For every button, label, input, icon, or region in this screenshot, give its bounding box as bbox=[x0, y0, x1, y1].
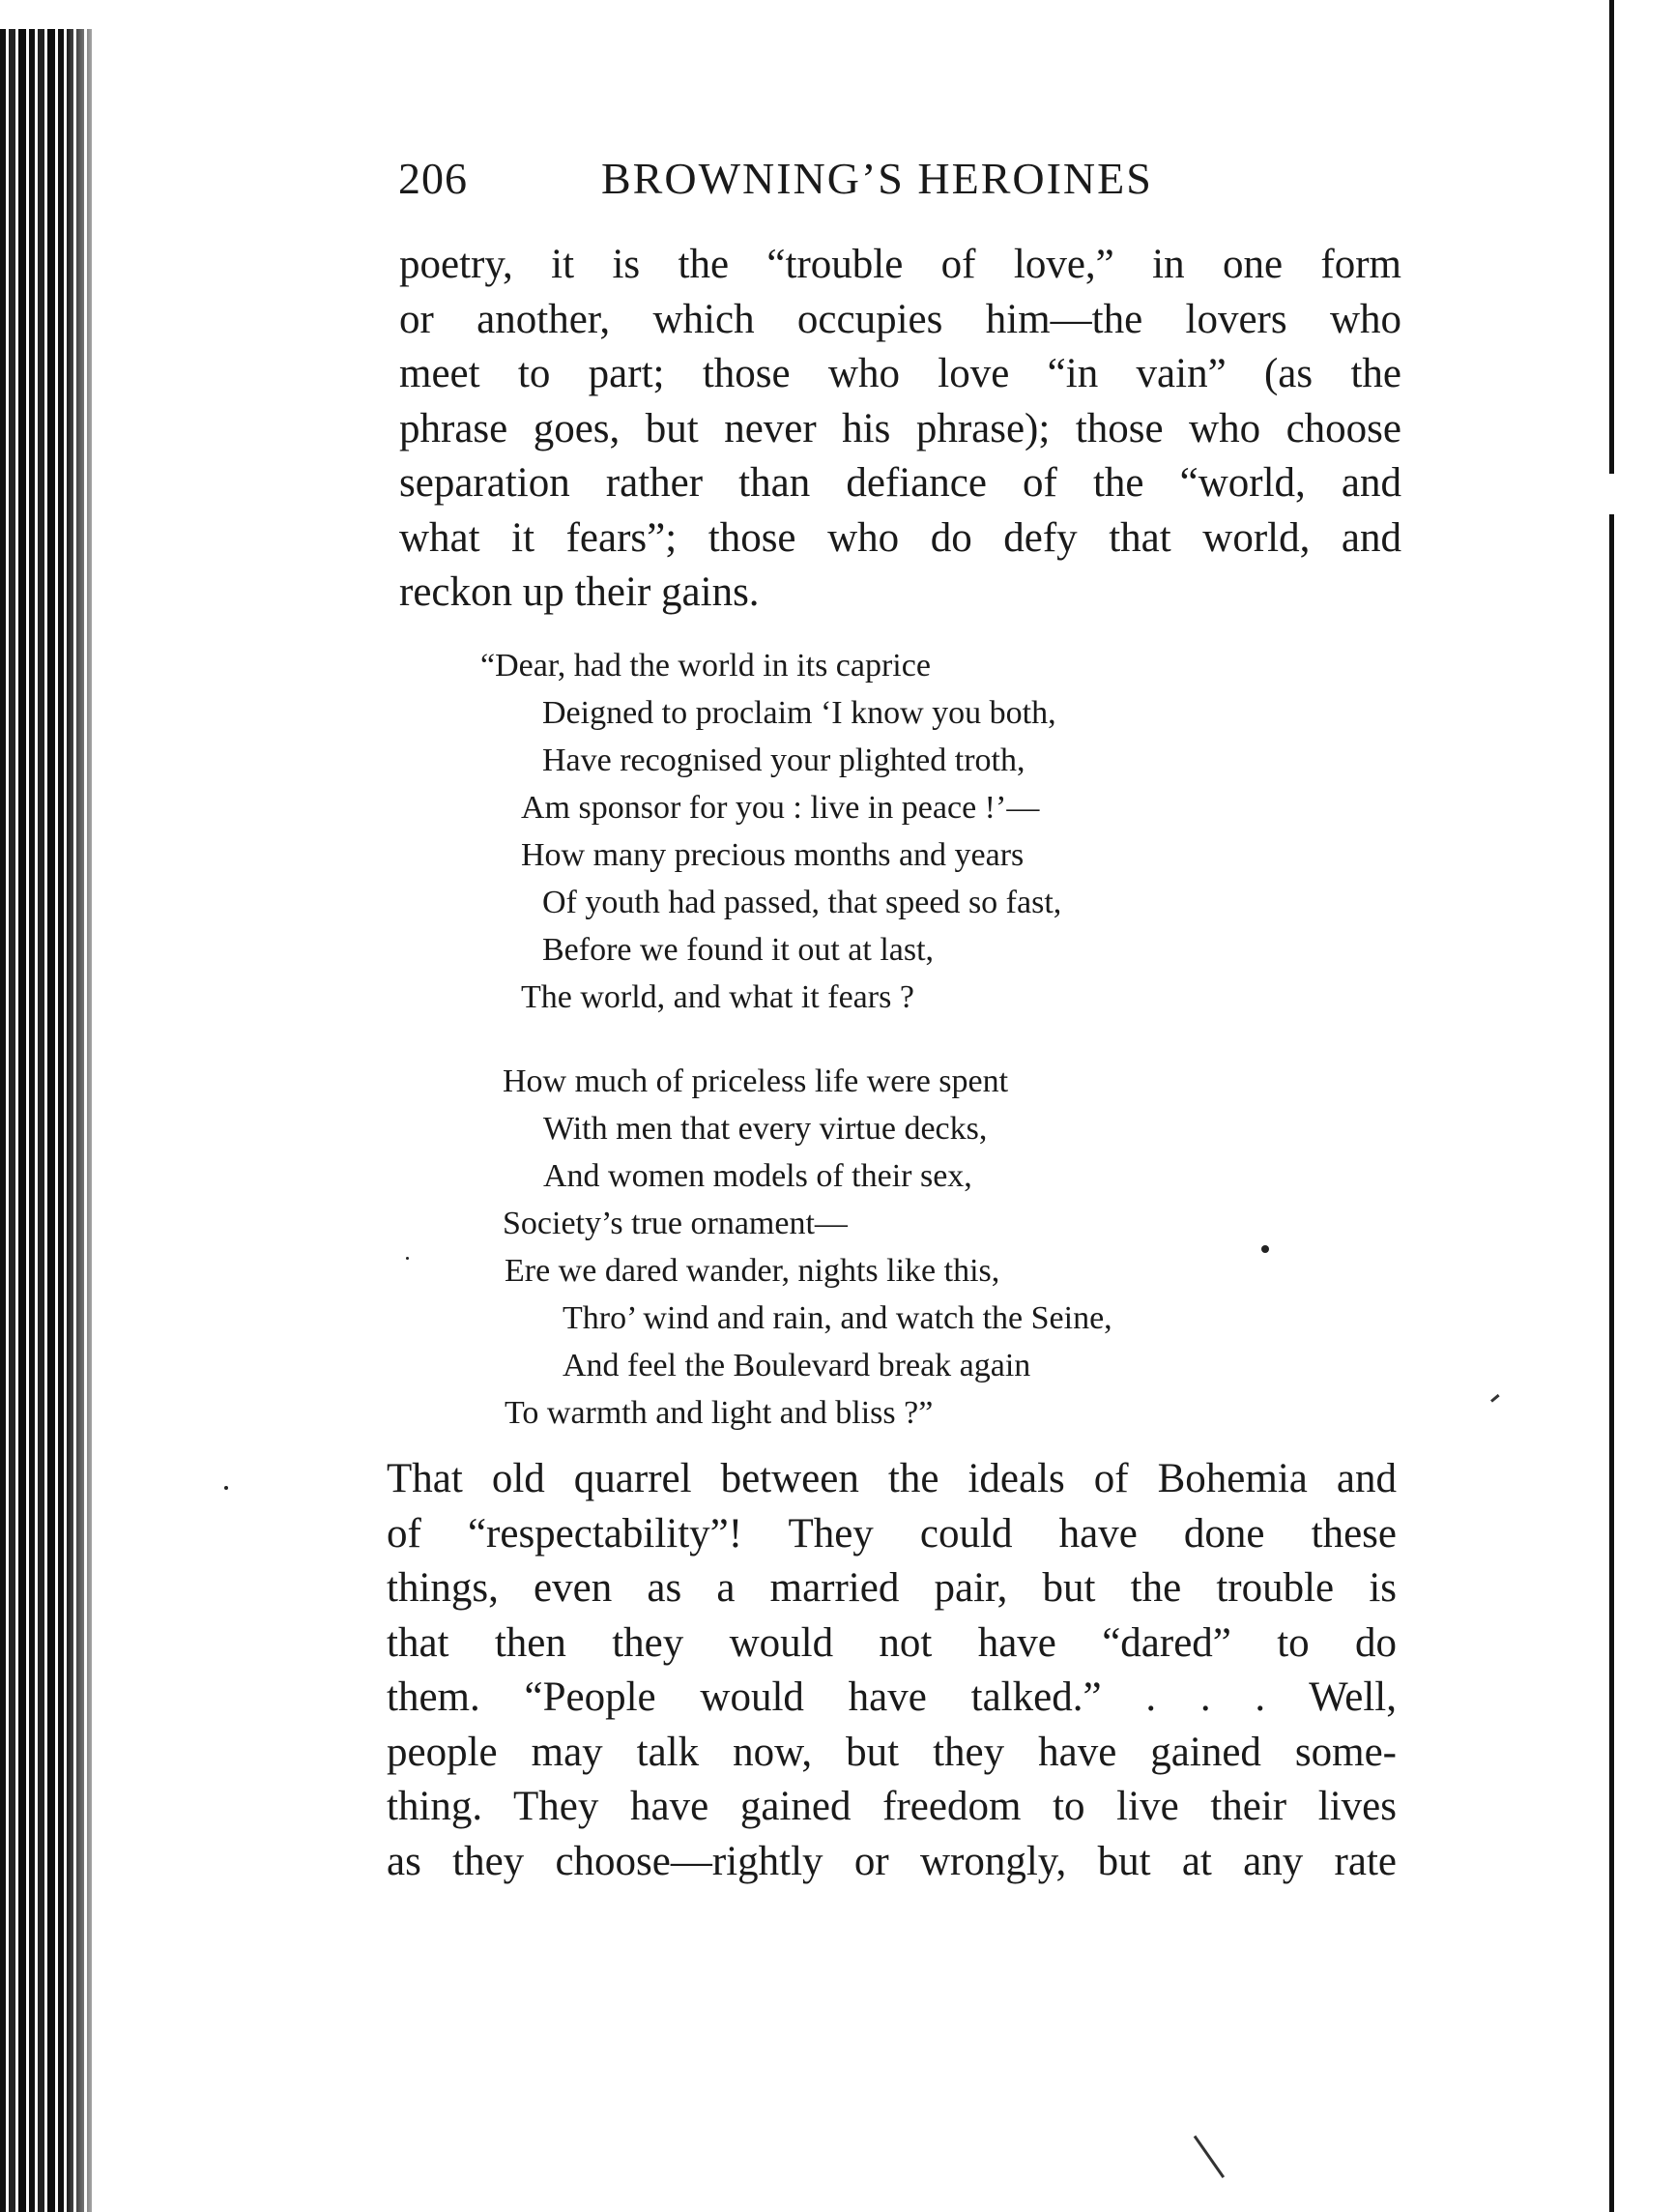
scan-speck bbox=[406, 1257, 409, 1260]
page-number: 206 bbox=[398, 154, 468, 203]
scan-mark bbox=[1194, 2136, 1225, 2178]
verse-line: Thro’ wind and rain, and watch the Seine, bbox=[563, 1300, 1112, 1336]
poem-stanza-1 bbox=[480, 642, 1061, 1021]
verse-line: Of youth had passed, that speed so fast, bbox=[542, 885, 1062, 920]
verse-line: Have recognised your plighted troth, bbox=[542, 742, 1025, 778]
verse-line: How many precious months and years bbox=[521, 837, 1025, 873]
paragraph-line: people may talk now, but they have gained some- bbox=[387, 1729, 1397, 1775]
paragraph-line: reckon up their gains. bbox=[399, 569, 760, 615]
verse-line: With men that every virtue decks, bbox=[543, 1111, 988, 1147]
verse-line: Ere we dared wander, nights like this, bbox=[505, 1253, 1000, 1289]
paragraph-line: phrase goes, but never his phrase); those who choose bbox=[399, 405, 1401, 451]
scan-right-edge-gap bbox=[1606, 474, 1618, 514]
scan-mark bbox=[1490, 1394, 1500, 1403]
verse-line: The world, and what it fears ? bbox=[521, 979, 914, 1015]
paragraph-2 bbox=[387, 1452, 1397, 1889]
verse-line: Deigned to proclaim ‘I know you both, bbox=[542, 695, 1056, 731]
paragraph-line: thing. They have gained freedom to live their lives bbox=[387, 1784, 1397, 1829]
verse-line: How much of priceless life were spent bbox=[503, 1063, 1009, 1099]
verse-line: “Dear, had the world in its caprice bbox=[480, 648, 931, 684]
paragraph-line: poetry, it is the “trouble of love,” in one form bbox=[399, 242, 1401, 287]
scan-speck bbox=[224, 1486, 228, 1490]
paragraph-line: them. “People would have talked.” . . . Well, bbox=[387, 1674, 1397, 1720]
paragraph-line: as they choose—rightly or wrongly, but at any rate bbox=[387, 1838, 1397, 1884]
paragraph-line: or another, which occupies him—the lovers who bbox=[399, 296, 1401, 342]
running-title: BROWNING’S HEROINES bbox=[601, 154, 1153, 203]
paragraph-line: meet to part; those who love “in vain” (as the bbox=[399, 351, 1401, 396]
verse-line: Am sponsor for you : live in peace !’— bbox=[521, 790, 1040, 826]
verse-line: Society’s true ornament— bbox=[503, 1206, 848, 1241]
paragraph-line: things, even as a married pair, but the trouble is bbox=[387, 1565, 1397, 1611]
verse-line: Before we found it out at last, bbox=[542, 932, 935, 968]
scan-binding-fade bbox=[68, 29, 106, 2212]
paragraph-line: that then they would not have “dared” to do bbox=[387, 1619, 1397, 1666]
paragraph-line: That old quarrel between the ideals of Bohemia and bbox=[387, 1456, 1397, 1501]
scan-right-edge bbox=[1609, 0, 1614, 2212]
paragraph-1 bbox=[399, 238, 1401, 621]
verse-line: And women models of their sex, bbox=[543, 1158, 972, 1194]
scan-speck bbox=[1261, 1245, 1269, 1253]
verse-line: And feel the Boulevard break again bbox=[563, 1348, 1031, 1383]
verse-line: To warmth and light and bliss ?” bbox=[505, 1395, 934, 1431]
paragraph-line: separation rather than defiance of the “world, and bbox=[399, 460, 1401, 506]
paragraph-line: what it fears”; those who do defy that world, and bbox=[399, 514, 1401, 561]
running-head bbox=[398, 153, 1229, 204]
paragraph-line: of “respectability”! They could have done these bbox=[387, 1510, 1397, 1557]
poem-stanza-2 bbox=[503, 1058, 1112, 1437]
